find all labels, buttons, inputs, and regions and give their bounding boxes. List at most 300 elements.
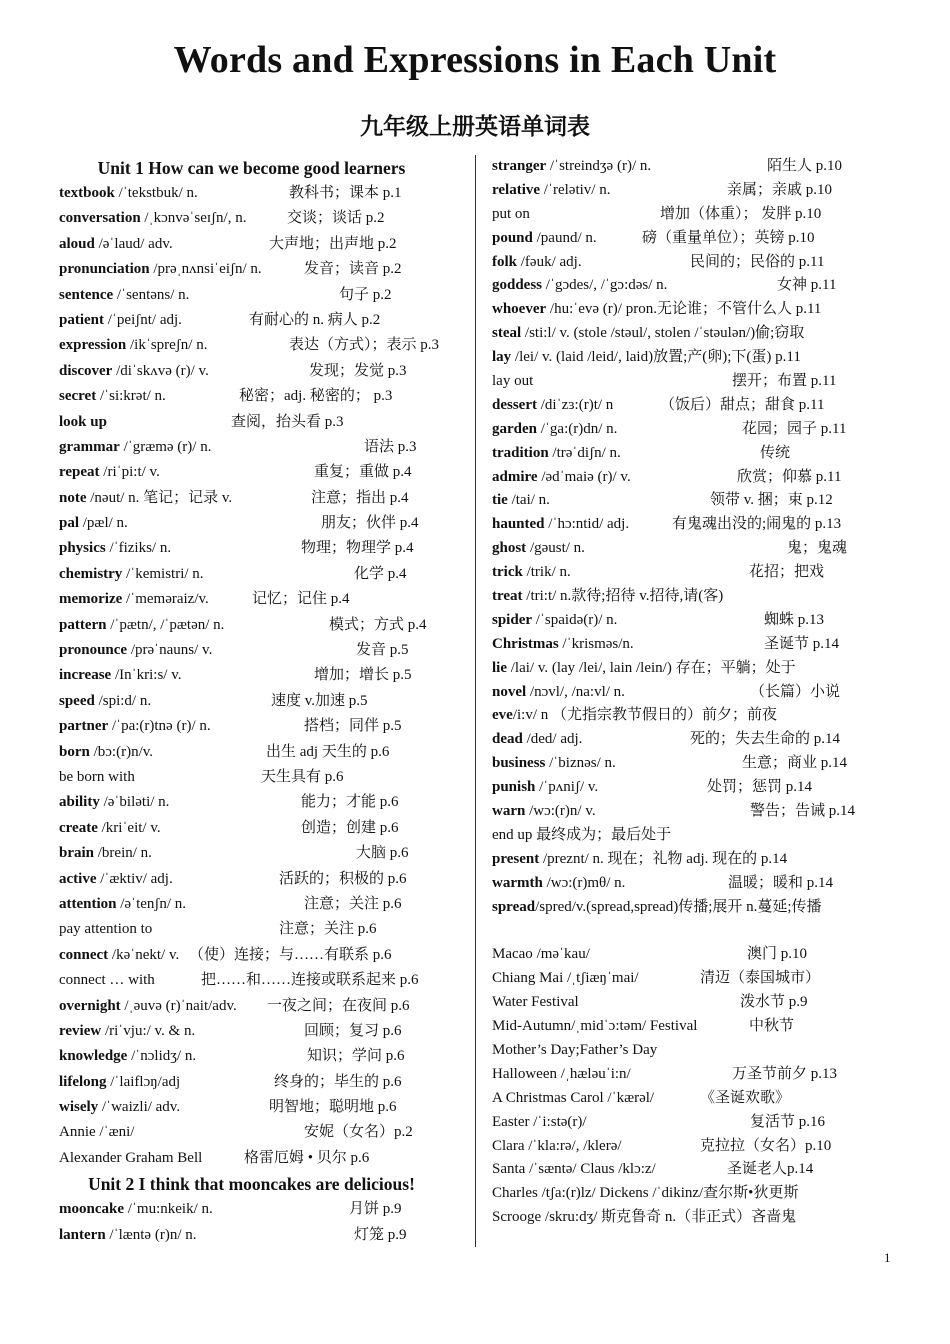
word-entry [492,489,872,513]
word-entry [59,841,444,866]
entry-phonetic: /riˈpi:t/ v. [99,464,160,481]
entry-meaning: 民间的；民俗的 p.11 [690,253,825,270]
entry-word: conversation [59,210,141,227]
entry-word: warmth [492,874,543,891]
entry-phonetic: /skru:dʒ/ 斯克鲁奇 n.（非正式）吝啬鬼 [541,1209,797,1226]
entry-meaning: 蜘蛛 p.13 [764,611,825,628]
entry-word: discover [59,362,113,379]
entry-word: Charles [492,1185,538,1202]
word-entry [59,562,444,587]
word-entry [492,370,872,394]
entry-phonetic: /ˈwaizli/ adv. [98,1099,181,1116]
entry-word: born [59,743,90,760]
word-entry [59,1197,444,1222]
word-entry [59,1019,444,1044]
entry-phonetic: 最终成为；最后处于 [532,826,672,843]
word-entry [492,1158,872,1182]
word-entry [492,585,872,609]
entry-phonetic: /kəˈnekt/ v. [108,946,180,963]
entry-phonetic: /nəut/ n. 笔记；记录 v. [86,489,233,506]
entry-phonetic: /ˈgræmə (r)/ n. [119,438,212,455]
entry-meaning: 清迈（泰国城市） [700,970,821,987]
entry-word: patient [59,311,104,328]
entry-word: Mother’s Day;Father’s Day [492,1041,658,1058]
entry-meaning: 查阅，抬头看 p.3 [231,413,344,430]
entry-phonetic: /ˈlæntə (r)n/ n. [105,1226,197,1243]
word-entry [59,689,444,714]
word-entry [492,1015,872,1039]
entry-meaning: 发现；发觉 p.3 [309,362,407,379]
unit2-heading: Unit 2 I think that mooncakes are delicious! [88,1174,415,1195]
entry-phonetic: /trəˈdiʃn/ n. [548,444,621,461]
entry-meaning: 磅（重量单位）；英镑 p.10 [642,229,815,246]
entry-meaning: 处罚；惩罚 p.14 [707,779,813,796]
word-entry [492,227,872,251]
word-entry [492,346,872,370]
entry-word: aloud [59,235,95,252]
word-entry [59,460,444,485]
word-entry [492,1206,872,1230]
entry-meaning: 创造；创建 p.6 [301,819,399,836]
entry-phonetic: /i:v/ n （尤指宗教节假日的）前夕；前夜 [512,707,777,724]
entry-meaning: 传统 [760,444,791,461]
entry-word: Santa [492,1161,526,1178]
entry-phonetic: /diˈskʌvə (r)/ v. [112,362,209,379]
entry-word: Water Festival [492,994,579,1011]
word-entry [492,633,872,657]
entry-word: relative [492,181,541,198]
entry-meaning: 有鬼魂出没的;闹鬼的 p.13 [672,516,842,533]
word-entry [59,1120,444,1145]
entry-phonetic: /wɔ:(r)n/ v. [525,803,596,820]
entry-word: spider [492,611,533,628]
word-entry [492,728,872,752]
entry-phonetic: /ˈgɔdes/, /ˈgɔ:dəs/ n. [542,277,668,294]
word-entry [59,1070,444,1095]
word-entry [492,776,872,800]
word-entry [492,203,872,227]
entry-phonetic: /ˈsi:krət/ n. [96,388,166,405]
entry-phonetic: /tai/ n. [507,492,550,509]
left-column [59,155,444,1248]
entry-word: stranger [492,158,547,174]
word-entry [59,1223,444,1248]
entry-phonetic: /ˌəuvə (r)ˈnait/adv. [120,997,237,1014]
word-entry [59,1146,444,1171]
entry-phonetic: /wɔ:(r)mθ/ n. [542,874,626,891]
entry-meaning: 把……和……连接或联系起来 p.6 [201,972,419,989]
entry-meaning: 欣赏；仰慕 p.11 [737,468,842,485]
page-subtitle: 九年级上册英语单词表 [360,114,590,139]
entry-word: Mid-Autumn [492,1018,572,1035]
entry-word: sentence [59,286,114,303]
entry-phonetic: /ˈga:(r)dn/ n. [537,420,618,437]
entry-meaning: 注意；关注 p.6 [279,921,377,938]
entry-word: look up [59,413,107,430]
entry-word: lay out [492,373,534,390]
entry-word: partner [59,718,109,735]
entry-word: knowledge [59,1048,128,1065]
entry-word: expression [59,337,127,354]
entry-meaning: 鬼；鬼魂 [787,540,848,557]
entry-meaning: （长篇）小说 [750,683,841,700]
entry-phonetic: /tri:t/ n.款待;招待 v.招待,请(客) [522,588,724,605]
word-entry [492,322,872,346]
entry-word: put on [492,205,530,222]
word-entry [59,917,444,942]
entry-phonetic: /sti:l/ v. (stole /stəul/, stolen /ˈstəulən/)偷;窃取 [521,325,805,342]
entry-meaning: 能力；才能 p.6 [301,794,399,811]
entry-word: goddess [492,277,543,294]
entry-word: active [59,870,97,887]
word-entry [492,967,872,991]
entry-word: haunted [492,516,545,533]
entry-phonetic: /ˈæktiv/ adj. [96,870,173,887]
word-entry [492,800,872,824]
entry-phonetic: /pæl/ n. [79,515,128,532]
entry-meaning: 搭档；同伴 p.5 [304,718,402,735]
entry-meaning: 圣诞老人p.14 [727,1161,814,1178]
word-entry [492,848,872,872]
entry-word: brain [59,845,95,862]
word-entry [492,418,872,442]
entry-meaning: 回顾；复习 p.6 [304,1022,402,1039]
word-entry [492,442,872,466]
entry-word: pal [59,515,80,532]
unit1-heading: Unit 1 How can we become good learners [97,158,406,178]
entry-phonetic: /lei/ v. (laid /leid/, laid)放置;产(卵);下(蛋) p.11 [511,349,801,366]
entry-phonetic: /ˈpætn/, /ˈpætən/ n. [106,616,225,633]
entry-word: wisely [59,1099,99,1116]
entry-word: grammar [59,438,120,455]
entry-word: Easter [492,1113,530,1130]
entry-meaning: 增加；增长 p.5 [314,667,412,684]
word-entry [492,155,872,179]
entry-meaning: 化学 p.4 [354,565,407,582]
entry-word: end up [492,826,533,843]
page-title: Words and Expressions in Each Unit [173,39,777,81]
entry-word: dead [492,731,523,748]
entry-meaning: 明智地；聪明地 p.6 [269,1099,397,1116]
word-entry [492,1039,872,1063]
word-entry [59,740,444,765]
entry-phonetic: /əˈbiləti/ n. [99,794,170,811]
entry-word: whoever [492,301,547,318]
entry-meaning: 泼水节 p.9 [740,994,808,1011]
entry-phonetic: /ikˈspreʃn/ n. [126,337,208,354]
entry-phonetic: /hu:ˈevə (r)/ pron.无论谁；不管什么人 p.11 [546,301,822,318]
entry-word: eve [492,707,513,724]
entry-phonetic: /ˈkla:rə/, /klerə/ [524,1137,622,1154]
word-entry [492,561,872,585]
entry-word: pattern [59,616,107,633]
word-entry [492,991,872,1015]
entry-meaning: 有耐心的 n. 病人 p.2 [249,311,381,328]
entry-word: novel [492,683,527,700]
entry-word: warn [492,803,526,820]
entry-meaning: 领带 v. 捆；束 p.12 [710,492,833,509]
entry-word: note [59,489,87,506]
entry-word: Annie [59,1124,96,1141]
entry-meaning: 交谈；谈话 p.2 [287,210,385,227]
entry-meaning: 发音；读音 p.2 [304,261,402,278]
entry-word: spread [492,898,536,915]
entry-meaning: 速度 v.加速 p.5 [271,692,368,709]
entry-word: ghost [492,540,527,557]
entry-meaning: 语法 p.3 [364,438,417,455]
entry-phonetic: /prəˌnʌnsiˈeiʃn/ n. [149,261,262,278]
entry-word: Chiang Mai [492,970,564,987]
entry-meaning: 警告；告诫 p.14 [750,803,856,820]
entry-word: mooncake [59,1201,124,1218]
word-entry [59,181,444,206]
right-column [492,155,872,1230]
word-entry [59,435,444,460]
entry-meaning: 注意；关注 p.6 [304,895,402,912]
word-entry [59,816,444,841]
entry-meaning: 灯笼 p.9 [354,1226,407,1243]
entry-phonetic: /ˌhæləuˈi:n/ [556,1065,631,1082]
word-entry [59,638,444,663]
entry-meaning: 天生具有 p.6 [261,768,344,785]
entry-meaning: 出生 adj 天生的 p.6 [266,743,390,760]
entry-word: speed [59,692,95,709]
word-entry [59,536,444,561]
entry-word: punish [492,779,536,796]
entry-word: lay [492,349,512,366]
entry-meaning: 活跃的；积极的 p.6 [279,870,407,887]
entry-phonetic: /paund/ n. [532,229,597,246]
entry-phonetic: /ˈkemistri/ n. [122,565,204,582]
entry-meaning: 格雷厄姆 • 贝尔 p.6 [244,1149,370,1166]
entry-meaning: 秘密；adj. 秘密的； p.3 [239,388,393,405]
entry-phonetic: /ˈspaidə(r)/ n. [532,611,618,628]
entry-word: connect [59,946,109,963]
column-divider [475,155,476,1247]
word-entry [492,251,872,275]
word-entry [59,867,444,892]
entry-meaning: 安妮（女名）p.2 [304,1124,413,1141]
word-entry [59,790,444,815]
entry-meaning: 克拉拉（女名）p.10 [700,1137,832,1154]
entry-phonetic: /ˈsentəns/ n. [113,286,190,303]
entry-phonetic: /ˈpʌniʃ/ v. [535,779,599,796]
entry-phonetic: /ˈnɔlidʒ/ n. [127,1048,197,1065]
entry-phonetic: /ˈæni/ [95,1124,135,1141]
entry-phonetic: /ˌmidˈɔ:təm/ Festival [571,1018,698,1035]
entry-meaning: 增加（体重）； 发胖 p.10 [660,205,822,222]
entry-word: pronunciation [59,261,150,278]
entry-phonetic: /ˈi:stə(r)/ [529,1113,587,1130]
word-entry [492,704,872,728]
entry-phonetic: /fəuk/ adj. [517,253,582,270]
entry-meaning: 《圣诞欢歌》 [700,1089,791,1106]
entry-word: trick [492,564,523,581]
entry-meaning: 模式；方式 p.4 [329,616,427,633]
entry-phonetic: /ədˈmaiə (r)/ v. [537,468,631,485]
entry-phonetic: /əˈtenʃn/ n. [116,895,187,912]
entry-word: chemistry [59,565,123,582]
unit2-word-list-continued [492,155,872,920]
entry-word: overnight [59,997,121,1014]
page-number: 1 [884,1250,891,1265]
entry-phonetic: /əˈlaud/ adv. [94,235,173,252]
entry-phonetic: /ˈtekstbuk/ n. [114,185,198,201]
entry-phonetic: /ˈfiziks/ n. [105,540,172,557]
entry-phonetic: /preznt/ n. 现在；礼物 adj. 现在的 p.14 [539,850,788,867]
entry-phonetic: /spi:d/ n. [94,692,152,709]
entry-meaning: 摆开；布置 p.11 [732,373,837,390]
entry-meaning: 教科书；课本 p.1 [289,185,402,201]
entry-phonetic: /ˈlaiflɔŋ/adj [106,1073,181,1090]
word-entry [492,1087,872,1111]
entry-meaning: 物理；物理学 p.4 [301,540,414,557]
entry-word: increase [59,667,112,684]
entry-meaning: 朋友；伙伴 p.4 [321,515,419,532]
entry-meaning: 重复；重做 p.4 [314,464,412,481]
entry-word: garden [492,420,537,437]
word-entry [59,1044,444,1069]
word-entry [492,872,872,896]
word-entry [492,298,872,322]
entry-word: repeat [59,464,100,481]
entry-meaning: 一夜之间；在夜间 p.6 [267,997,410,1014]
entry-meaning: 月饼 p.9 [349,1201,402,1218]
entry-word: pay attention to [59,921,153,938]
word-entry [492,1135,872,1159]
word-entry [59,410,444,435]
entry-meaning: 陌生人 p.10 [767,158,843,174]
entry-meaning: 花园；园子 p.11 [742,420,847,437]
entry-meaning: 表达（方式）；表示 p.3 [289,337,440,354]
entry-word: Christmas [492,635,559,652]
entry-meaning: 大脑 p.6 [356,845,409,862]
entry-phonetic: /ded/ adj. [522,731,583,748]
entry-word: Scrooge [492,1209,542,1226]
word-entry [59,486,444,511]
entry-meaning: 澳门 p.10 [747,946,808,963]
entry-word: Alexander Graham Bell [59,1149,203,1166]
entry-phonetic: /ˈbiznəs/ n. [545,755,616,772]
word-entry [492,1182,872,1206]
word-entry [59,994,444,1019]
entry-word: lifelong [59,1073,107,1090]
entry-word: pound [492,229,533,246]
entry-word: present [492,850,540,867]
entry-word: A Christmas Carol [492,1089,604,1106]
word-entry [59,384,444,409]
entry-meaning: 记忆；记住 p.4 [252,591,350,608]
entry-phonetic: /riˈvju:/ v. & n. [101,1022,196,1039]
word-entry [59,714,444,739]
word-entry [59,892,444,917]
word-entry [492,274,872,298]
entry-word: ability [59,794,100,811]
word-entry [59,613,444,638]
word-entry [59,257,444,282]
entry-meaning: 女神 p.11 [777,277,837,294]
entry-phonetic: /gəust/ n. [526,540,585,557]
entry-word: pronounce [59,642,128,659]
word-entry [59,359,444,384]
entry-word: Macao [492,946,533,963]
entry-word: tie [492,492,508,509]
entry-word: admire [492,468,538,485]
entry-meaning: 大声地；出声地 p.2 [269,235,397,252]
entry-word: tradition [492,444,549,461]
word-entry [59,968,444,993]
entry-meaning: 知识；学问 p.6 [307,1048,405,1065]
entry-phonetic: /trik/ n. [522,564,571,581]
entry-phonetic: /lai/ v. (lay /lei/, lain /lein/) 存在；平躺；处于 [507,659,796,676]
word-entry [59,206,444,231]
entry-meaning: 花招；把戏 [749,564,825,581]
entry-phonetic: /ˈmeməraiz/v. [122,591,209,608]
word-entry [492,681,872,705]
entry-meaning: 发音 p.5 [356,642,409,659]
entry-phonetic: /brein/ n. [94,845,152,862]
word-entry [492,537,872,561]
entry-word: business [492,755,546,772]
entry-word: lantern [59,1226,106,1243]
entry-phonetic: /məˈkau/ [532,946,590,963]
entry-word: physics [59,540,106,557]
entry-phonetic: /ˈrelətiv/ n. [540,181,611,198]
entry-word: folk [492,253,518,270]
section-gap [492,920,872,944]
entry-meaning: 圣诞节 p.14 [764,635,840,652]
unit2-word-list [59,1197,444,1248]
word-entry [492,896,872,920]
entry-meaning: 温暖；暖和 p.14 [728,874,834,891]
word-entry [59,1095,444,1120]
entry-phonetic: /ˈhɔ:ntid/ adj. [544,516,630,533]
entry-meaning: 生意；商业 p.14 [742,755,848,772]
word-entry [492,513,872,537]
entry-phonetic: /ˈsæntə/ Claus /klɔ:z/ [525,1161,656,1178]
word-entry [59,511,444,536]
word-entry [492,943,872,967]
entry-phonetic: /ˌkɔnvəˈseɪʃn/, n. [140,210,247,227]
entry-word: steal [492,325,522,342]
entry-phonetic: /Inˈkri:s/ v. [111,667,182,684]
word-entry [492,394,872,418]
entry-word: dessert [492,396,537,413]
entry-word: attention [59,895,117,912]
entry-word: connect … with [59,972,155,989]
entry-phonetic: /ˈkrisməs/n. [558,635,634,652]
entry-phonetic: /ˈmu:nkeik/ n. [124,1201,213,1218]
word-entry [59,765,444,790]
entry-phonetic: /ˌtʃiæŋˈmai/ [563,970,639,987]
word-entry [59,663,444,688]
unit1-word-list [59,181,444,1171]
entry-phonetic: /nɔvl/, /na:vl/ n. [526,683,625,700]
entry-word: be born with [59,768,135,785]
entry-word: Halloween [492,1065,557,1082]
word-entry [492,1063,872,1087]
entry-meaning: 中秋节 [749,1018,795,1035]
word-entry [492,1111,872,1135]
word-entry [59,587,444,612]
entry-word: lie [492,659,507,676]
entry-meaning: 死的；失去生命的 p.14 [690,731,841,748]
entry-phonetic: /kriˈeit/ v. [97,819,161,836]
entry-word: memorize [59,591,123,608]
word-entry [59,232,444,257]
entry-phonetic: /tʃa:(r)lz/ Dickens /ˈdikinz/查尔斯•狄更斯 [537,1185,799,1202]
word-entry [492,466,872,490]
